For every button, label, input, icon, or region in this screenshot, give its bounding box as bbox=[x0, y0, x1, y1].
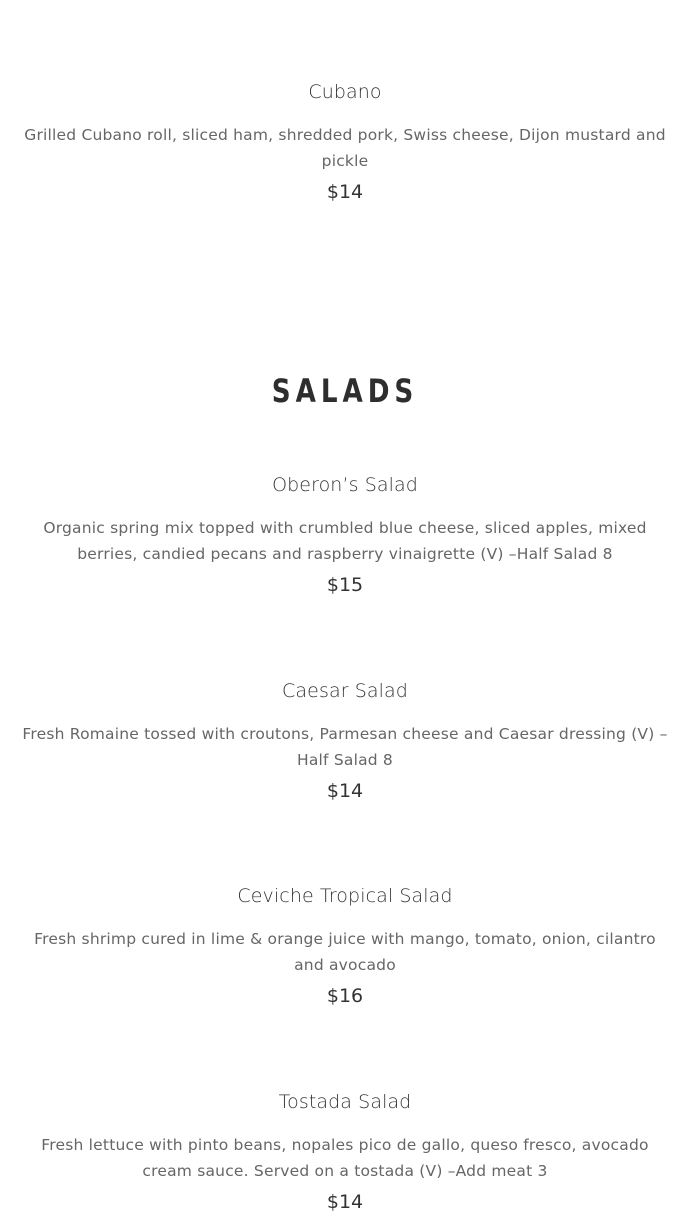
item-name: Caesar Salad bbox=[282, 680, 408, 702]
item-price: $14 bbox=[326, 780, 364, 802]
item-price: $15 bbox=[326, 574, 364, 596]
menu-item-caesar-salad bbox=[0, 679, 690, 803]
item-name: Cubano bbox=[308, 81, 382, 103]
item-description: Grilled Cubano roll, sliced ham, shredded pork, Swiss cheese, Dijon mustard and pickle bbox=[24, 126, 666, 170]
item-name: Tostada Salad bbox=[278, 1091, 412, 1113]
section-heading-salads: SALADS bbox=[271, 372, 419, 410]
item-description: Organic spring mix topped with crumbled blue cheese, sliced apples, mixed berries, candied pecans and raspberry vinaigrette (V) –Half Salad 8 bbox=[43, 519, 647, 563]
menu-item-ceviche-tropical-salad bbox=[0, 884, 690, 1008]
item-name: Oberon’s Salad bbox=[272, 474, 418, 496]
menu-item-oberons-salad bbox=[0, 473, 690, 597]
item-description: Fresh lettuce with pinto beans, nopales pico de gallo, queso fresco, avocado cream sauce. Served on a tostada (V) –Add meat 3 bbox=[41, 1136, 649, 1180]
menu-item-cubano bbox=[0, 80, 690, 204]
item-description: Fresh Romaine tossed with croutons, Parmesan cheese and Caesar dressing (V) –Half Salad 8 bbox=[22, 725, 668, 769]
item-price: $14 bbox=[326, 181, 364, 203]
item-name: Ceviche Tropical Salad bbox=[237, 885, 453, 907]
menu-item-tostada-salad bbox=[0, 1090, 690, 1214]
item-price: $14 bbox=[326, 1191, 364, 1213]
item-price: $16 bbox=[326, 985, 364, 1007]
item-description: Fresh shrimp cured in lime & orange juice with mango, tomato, onion, cilantro and avocado bbox=[34, 930, 656, 974]
